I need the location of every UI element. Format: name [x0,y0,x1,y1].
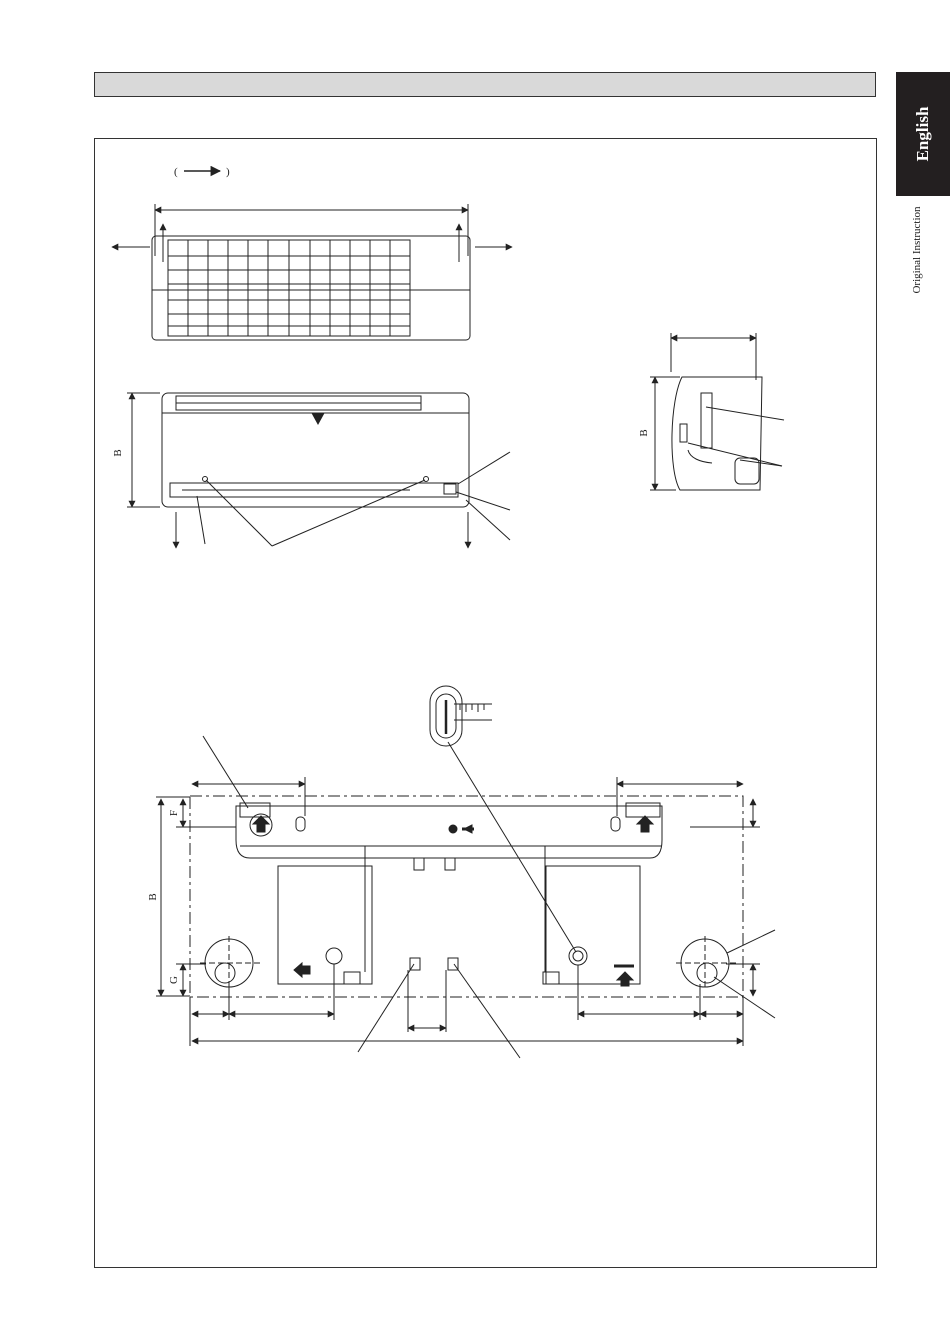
top-view-louver-lines [168,240,410,336]
legend-arrow [174,166,230,178]
language-tab-label: English [913,106,932,162]
unit-front-view [127,393,510,548]
unit-top-view [112,204,512,340]
plate-label-f: F [168,809,180,817]
plate-label-g: G [168,976,180,984]
level-gauge-detail [430,686,576,952]
legend-close-paren: ) [226,166,230,178]
mounting-plate [156,736,775,1058]
legend-open-paren: ( [174,166,178,178]
original-instruction-note: Original Instruction [911,206,923,294]
front-height-label-b: B [112,449,124,457]
plate-height-label-b: B [147,893,159,901]
unit-side-view [650,333,784,490]
side-height-label-b: B [638,429,650,437]
